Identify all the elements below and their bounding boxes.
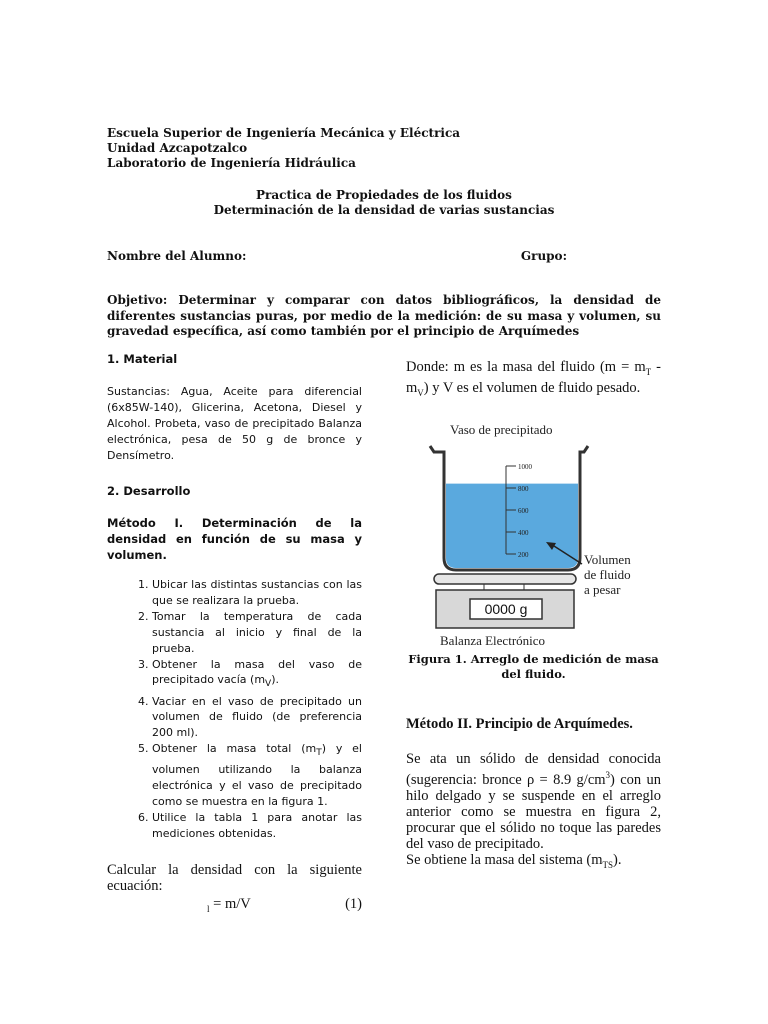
method2-mass-line: Se obtiene la masa del sistema $(m_{TS})$. <box>406 851 622 870</box>
scale-tick-label: 400 <box>518 528 529 537</box>
material-text: Sustancias: Agua, Aceite para diferencial (6x85W-140), Glicerina, Acetona, Diesel y Alcohol. Probeta, vaso de precipitado Balanza electrónica, pesa de 50 g de bronce y Densímetro. <box>107 385 362 462</box>
equation-subscript: l <box>207 903 210 914</box>
volume-label-3: a pesar <box>584 581 621 597</box>
method2-heading: Método II. Principio de Arquímedes. <box>406 715 633 732</box>
scale-tick-label: 600 <box>518 506 529 515</box>
procedure-step: 2. Tomar la temperatura de cada sustancia al inicio y final de la prueba. <box>152 609 362 657</box>
calc-text: Calcular la densidad con la siguiente ecuación: <box>107 861 362 894</box>
method2-paragraph: Se ata un sólido de densidad conocida (sugerencia: bronce ρ = 8.9 $g/cm^3$) con un hilo delgado y se suspende en el arreglo anterior como se muestra en figura 2, procurar que el sólido no toque las paredes del vaso de precipitado. <box>406 750 661 852</box>
document-title <box>107 188 661 218</box>
procedure-step: 6. Utilice la tabla 1 para anotar las mediciones obtenidas. <box>152 810 362 842</box>
procedure-step: 3. Obtener la masa del vaso de precipitado vacía $(m_V)$. <box>152 657 362 694</box>
right-column <box>406 359 661 873</box>
scale-tick-label: 1000 <box>518 462 532 471</box>
procedure-step: 5. Obtener la masa total $(m_T)$ y el volumen utilizando la balanza electrónica y el vaso de precipitado como se muestra en la figura 1. <box>152 741 362 810</box>
student-name-label: Nombre del Alumno: <box>107 249 247 263</box>
title-line-2: Determinación de la densidad de varias sustancias <box>213 203 555 217</box>
material-heading: 1. Material <box>107 352 178 366</box>
beaker-label: Vaso de precipitado <box>450 421 553 437</box>
equation-number: (1) <box>345 895 362 912</box>
institution-header <box>107 126 667 171</box>
desarrollo-heading: 2. Desarrollo <box>107 484 191 498</box>
objective-paragraph: Objetivo: Determinar y comparar con datos bibliográficos, la densidad de diferentes sustancias puras, por medio de la medición: de su masa y volumen, su gravedad específica, así como también por el principio de Arquímedes <box>107 293 661 338</box>
beaker-figure <box>406 416 661 656</box>
header-unit: Unidad Azcapotzalco <box>107 141 248 155</box>
scale-display-text: 0000 g <box>484 600 528 617</box>
header-school: Escuela Superior de Ingeniería Mecánica y Eléctrica <box>107 126 461 140</box>
method1-heading: Método I. Determinación de la densidad en función de su masa y volumen. <box>107 516 362 562</box>
student-info-row <box>107 249 567 263</box>
volume-label-1: Volumen <box>584 551 631 567</box>
scale-label: Balanza Electrónico <box>440 632 546 648</box>
figure-caption: Figura 1. Arreglo de medición de masa del fluido. <box>408 651 659 681</box>
scale-plate <box>434 574 576 584</box>
scale-tick-label: 200 <box>518 550 529 559</box>
density-equation <box>107 896 362 914</box>
donde-paragraph: Donde: m es la masa del fluido $(m = m_T - m_V)$ y V es el volumen de fluido pesado. <box>406 359 661 398</box>
equation-text: = m/V <box>209 895 251 912</box>
header-lab: Laboratorio de Ingeniería Hidráulica <box>107 156 356 170</box>
procedure-list <box>107 577 362 842</box>
scale-tick-label: 800 <box>518 484 529 493</box>
left-column <box>107 352 362 914</box>
procedure-step: 1. Ubicar las distintas sustancias con las que se realizara la prueba. <box>152 577 362 609</box>
group-label: Grupo: <box>520 249 567 263</box>
title-line-1: Practica de Propiedades de los fluidos <box>256 188 512 202</box>
volume-label-2: de fluido <box>584 566 631 582</box>
procedure-step: 4. Vaciar en el vaso de precipitado un volumen de fluido (de preferencia 200 ml). <box>152 694 362 742</box>
beaker-water <box>446 483 578 567</box>
